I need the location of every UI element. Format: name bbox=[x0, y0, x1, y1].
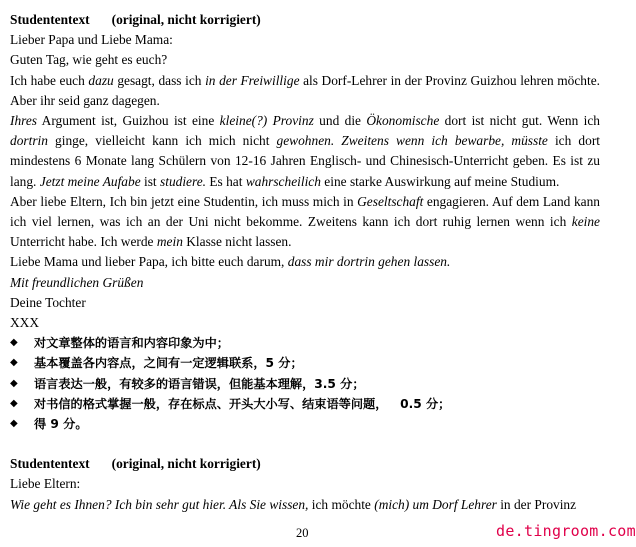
document-page bbox=[10, 10, 600, 515]
diamond-bullet-icon: ◆ bbox=[10, 377, 18, 389]
heading-note: (original, nicht korrigiert) bbox=[111, 12, 261, 27]
salutation: Lieber Papa und Liebe Mama: bbox=[10, 32, 173, 48]
paragraph-5: Wie geht es Ihnen? Ich bin sehr gut hier. Als Sie wissen, ich möchte (mich) um Dorf Lehrer in der Provinz bbox=[10, 496, 577, 512]
paragraph-2: Ihres Argument ist, Guizhou ist eine kleine(?) Provinz und die Ökonomische dort ist nicht gut. Wenn ich dortrin ginge, vielleicht kann ich mich nicht gewohnen. Zweitens wenn ich bewarbe, müsste ich dort mindestens 6 Monate lang Schülern von 12-16 Jahren Englisch- und Chinesisch-Unterricht geben. Es ist zu lang. Jetzt meine Aufabe ist studiere. Es hat wahrscheilich eine starke Auswirkung auf meine Studium. bbox=[10, 113, 600, 189]
page-number: 20 bbox=[296, 526, 309, 540]
diamond-bullet-icon: ◆ bbox=[10, 357, 18, 369]
evaluation-item: ◆ 基本覆盖各内容点，之间有一定逻辑联系，5 分； bbox=[10, 353, 600, 373]
evaluation-list bbox=[10, 333, 600, 434]
paragraph-1: Ich habe euch dazu gesagt, dass ich in der Freiwillige als Dorf-Lehrer in der Provinz Guizhou lehren möchte. Aber ihr seid ganz dagegen. bbox=[10, 72, 600, 108]
greeting: Guten Tag, wie geht es euch? bbox=[10, 52, 168, 68]
signature-line: Deine Tochter bbox=[10, 294, 86, 310]
diamond-bullet-icon: ◆ bbox=[10, 337, 18, 349]
paragraph-4: Liebe Mama und lieber Papa, ich bitte euch darum, dass mir dortrin gehen lassen. bbox=[10, 254, 451, 270]
section-heading bbox=[10, 10, 600, 30]
signature-name: XXX bbox=[10, 315, 40, 331]
salutation: Liebe Eltern: bbox=[10, 476, 81, 492]
evaluation-item: ◆ 对文章整体的语言和内容印象为中； bbox=[10, 333, 600, 353]
diamond-bullet-icon: ◆ bbox=[10, 397, 18, 409]
evaluation-item: ◆ 得 9 分。 bbox=[10, 414, 600, 434]
evaluation-item: ◆ 对书信的格式掌握一般，存在标点、开头大小写、结束语等问题， 0.5 分； bbox=[10, 394, 600, 414]
paragraph-3: Aber liebe Eltern, Ich bin jetzt eine Studentin, ich muss mich in Geseltschaft engagieren. Auf dem Land kann ich viel lernen, was ich an der Uni nicht bekomme. Zweitens kann ich dort ruhig lernen wenn ich keine Unterricht habe. Ich werde mein Klasse nicht lassen. bbox=[10, 193, 600, 250]
section-heading bbox=[10, 454, 600, 474]
evaluation-item: ◆ 语言表达一般，有较多的语言错误，但能基本理解，3.5 分； bbox=[10, 374, 600, 394]
watermark: de.tingroom.com bbox=[496, 522, 636, 540]
heading-title: Studententext bbox=[10, 12, 90, 27]
closing: Mit freundlichen Grüßen bbox=[10, 274, 144, 290]
heading-note: (original, nicht korrigiert) bbox=[111, 456, 261, 472]
heading-title: Studententext bbox=[10, 456, 90, 472]
diamond-bullet-icon: ◆ bbox=[10, 418, 18, 430]
